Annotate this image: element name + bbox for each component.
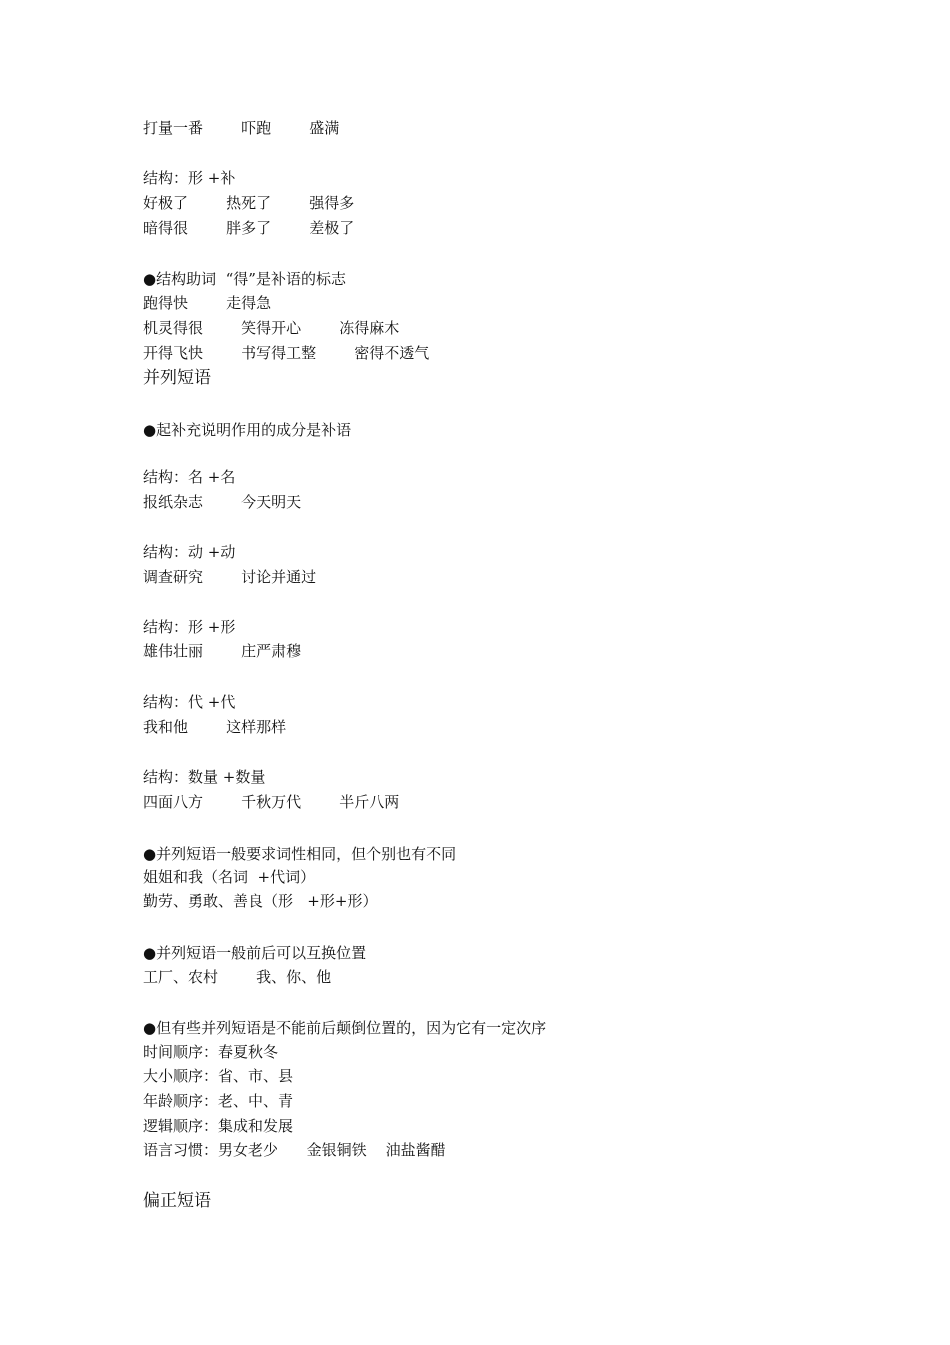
text-line: 打量一番 吓跑 盛满 xyxy=(143,119,340,137)
text-line: 姐姐和我（名词 +代词） xyxy=(143,868,316,886)
text-line: 逻辑顺序：集成和发展 xyxy=(143,1117,294,1135)
structure-label: 结构：形 +补 xyxy=(143,169,236,187)
text-line: 大小顺序：省、市、县 xyxy=(143,1067,294,1085)
text-line: 勤劳、勇敢、善良（形 +形+形） xyxy=(143,892,378,910)
text-line: 四面八方 千秋万代 半斤八两 xyxy=(143,793,400,811)
text-line: 年龄顺序：老、中、青 xyxy=(143,1092,294,1110)
text-line: 暗得很 胖多了 差极了 xyxy=(143,219,355,237)
structure-label: 结构：动 +动 xyxy=(143,543,236,561)
text-line: 开得飞快 书写得工整 密得不透气 xyxy=(143,344,430,362)
bullet-note: ●并列短语一般要求词性相同，但个别也有不同 xyxy=(143,845,457,863)
text-line: 时间顺序：春夏秋冬 xyxy=(143,1043,279,1061)
structure-label: 结构：代 +代 xyxy=(143,693,236,711)
text-line: 调查研究 讨论并通过 xyxy=(143,568,317,586)
text-line: 工厂、农村 我、你、他 xyxy=(143,968,332,986)
section-heading: 并列短语 xyxy=(143,368,211,388)
structure-label: 结构：形 +形 xyxy=(143,618,236,636)
text-line: 跑得快 走得急 xyxy=(143,294,272,312)
bullet-note: ●起补充说明作用的成分是补语 xyxy=(143,421,352,439)
text-line: 雄伟壮丽 庄严肃穆 xyxy=(143,642,302,660)
structure-label: 结构：数量 +数量 xyxy=(143,768,266,786)
section-heading: 偏正短语 xyxy=(143,1191,211,1211)
text-line: 机灵得很 笑得开心 冻得麻木 xyxy=(143,319,400,337)
bullet-note: ●但有些并列短语是不能前后颠倒位置的，因为它有一定次序 xyxy=(143,1019,547,1037)
bullet-note: ●并列短语一般前后可以互换位置 xyxy=(143,944,367,962)
bullet-note: ●结构助词 “得”是补语的标志 xyxy=(143,270,346,288)
text-line: 好极了 热死了 强得多 xyxy=(143,194,355,212)
text-line: 语言习惯：男女老少 金银铜铁 油盐酱醋 xyxy=(143,1141,446,1159)
text-line: 我和他 这样那样 xyxy=(143,718,287,736)
structure-label: 结构：名 +名 xyxy=(143,468,236,486)
text-line: 报纸杂志 今天明天 xyxy=(143,493,302,511)
